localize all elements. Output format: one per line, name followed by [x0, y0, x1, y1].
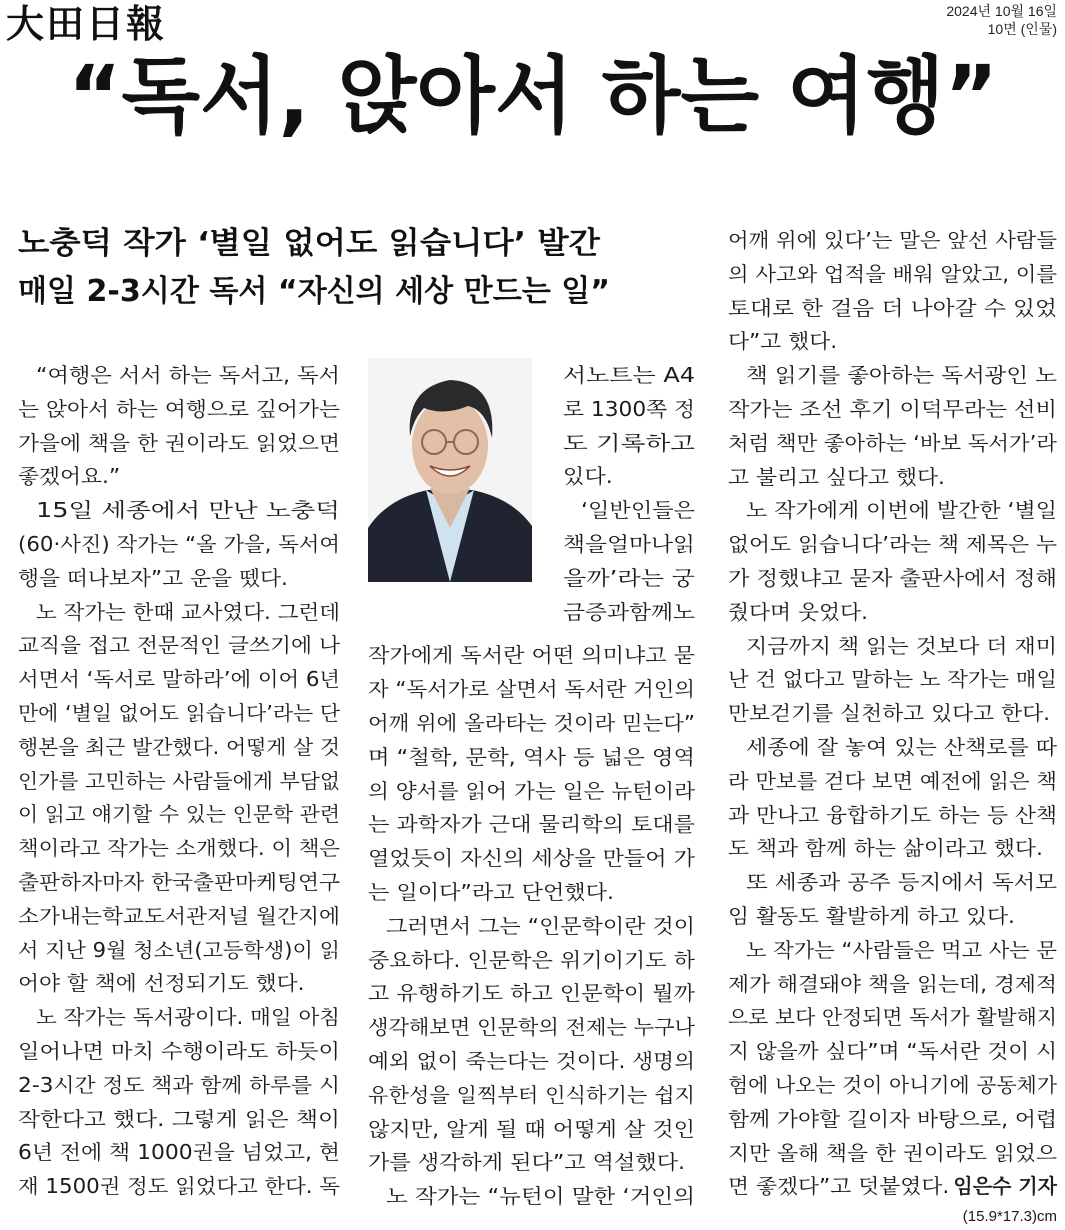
article-line-text: 도 기록하고 [563, 430, 695, 455]
article-line-text: 없어도 읽습니다’라는 책 제목은 누 [728, 532, 1057, 557]
article-line [18, 831, 340, 865]
article-line-text: 금증과함께노 [563, 599, 695, 624]
article-line [563, 561, 695, 595]
article-line [386, 1179, 695, 1213]
article-line-text: 는 과학자가 근대 물리학의 토대를 [368, 812, 695, 837]
article-line [18, 764, 340, 798]
article-line [728, 223, 1057, 257]
article-line-text: 예외 없이 죽는다는 것이다. 생명의 [368, 1049, 695, 1073]
article-line-text: 고 불리고 싶다고 했다. [728, 464, 945, 489]
article-line-text: 노 작가에게 이번에 발간한 ‘별일 [746, 498, 1057, 523]
article-line [728, 1034, 1057, 1068]
article-line [728, 1136, 1057, 1170]
article-line-text: “여행은 서서 하는 독서고, 독서 [36, 363, 340, 387]
article-line [18, 628, 340, 662]
article-line-text: 의 사고와 업적을 배워 알았고, 이를 [728, 261, 1057, 286]
author-photo [368, 358, 532, 582]
article-line-text: 의 양서를 읽어 가는 일은 뉴턴이라 [368, 778, 695, 803]
article-line-text: 이 읽고 얘기할 수 있는 인문학 관련 [18, 802, 340, 827]
article-line-text: 가 정했냐고 묻자 출판사에서 정해 [728, 566, 1057, 590]
article-line-text: 어깨 위에 올라타는 것이라 믿는다” [368, 711, 695, 735]
article-line [368, 1044, 695, 1078]
article-line-text: 처럼 책만 좋아하는 ‘바보 독서가’라 [728, 430, 1057, 455]
article-line-text: 로 1300쪽 정 [563, 396, 695, 421]
article-line [728, 426, 1057, 460]
article-line [368, 1145, 686, 1179]
article-line-text: 책 읽기를 좋아하는 독서광인 노 [746, 363, 1057, 388]
article-line [728, 662, 1057, 696]
article-line [581, 493, 695, 527]
article-line-text: 어깨 위에 있다’는 말은 앞선 사람들 [728, 228, 1057, 252]
article-line-text: 험에 나오는 것이 아니기에 공동체가 [728, 1073, 1057, 1097]
article-line [18, 865, 340, 899]
article-line [728, 764, 1057, 798]
article-line [18, 662, 341, 696]
article-line [746, 358, 1057, 392]
article-line-text: 과 만나고 융합하기도 하는 등 산책 [728, 802, 1057, 827]
article-line [18, 426, 340, 460]
article-line-text: 제가 해결돼야 책을 읽는데, 경제적 [728, 971, 1057, 996]
article-line [728, 1169, 1057, 1203]
article-line [728, 527, 1057, 561]
article-line-text: 노 작가는 “뉴턴이 말한 ‘거인의 [386, 1184, 695, 1209]
article-line-text: 책을얼마나읽 [563, 532, 695, 556]
article-line [563, 527, 695, 561]
article-line-text: 서노트는 A4 [563, 363, 695, 387]
article-line-text: 어야 할 책에 선정되기도 했다. [18, 971, 305, 996]
article-line-text: 그러면서 그는 “인문학이란 것이 [386, 913, 695, 938]
article-line-text: (60·사진) 작가는 “올 가을, 독서여 [18, 532, 340, 556]
article-line [368, 672, 695, 706]
subheadline-2: 매일 2-3시간 독서 “자신의 세상 만드는 일” [18, 274, 610, 309]
article-line [368, 943, 695, 977]
article-line [728, 595, 869, 629]
article-line-text: 라 만보를 걷다 보면 예전에 읽은 책 [728, 768, 1057, 793]
article-line [368, 706, 695, 740]
article-line-text: 으로 보다 안정되면 독서가 활발해지 [728, 1005, 1057, 1030]
article-line-text: 중요하다. 인문학은 위기이기도 하 [368, 947, 695, 972]
article-line-text: 열었듯이 자신의 세상을 만들어 가 [368, 846, 695, 871]
article-line [18, 1169, 340, 1203]
article-line [728, 392, 1057, 426]
article-line-text: 작가에게 독서란 어떤 의미냐고 묻 [368, 643, 695, 668]
article-line [18, 392, 340, 426]
article-line [368, 1078, 695, 1112]
article-line-text: 함께 가야할 길이자 바탕으로, 어렵 [728, 1106, 1057, 1131]
article-line [18, 1034, 340, 1068]
article-line [18, 459, 121, 493]
article-line [728, 696, 1051, 730]
article-line-text: 6년 전에 책 1000권을 넘었고, 현 [18, 1140, 340, 1165]
article-line [36, 595, 340, 629]
article-line-text: 면 좋겠다”고 덧붙였다. [728, 1174, 950, 1199]
article-line [18, 966, 305, 1000]
article-line-text: 서 지난 9월 청소년(고등학생)이 읽 [18, 937, 340, 962]
newspaper-logo: 大田日報 [6, 1, 167, 46]
article-line-text: 지금까지 책 읽는 것보다 더 재미 [746, 633, 1057, 658]
article-line-text: 가을에 책을 한 권이라도 읽었으면 [18, 430, 340, 455]
article-line-text: 자 “독서가로 살면서 독서란 거인의 [368, 677, 695, 702]
article-line [368, 1112, 695, 1146]
article-line [728, 324, 838, 358]
article-line [368, 841, 695, 875]
article-line [746, 629, 1057, 663]
article-line [563, 426, 695, 460]
article-line [368, 774, 695, 808]
issue-date: 2024년 10월 16일 [946, 3, 1057, 19]
article-line-text: 15일 세종에서 만난 노충덕 [36, 498, 340, 523]
article-line-text: 다”고 했다. [728, 329, 838, 354]
article-line-text: 행본을 최근 발간했다. 어떻게 살 것 [18, 734, 340, 759]
article-line-text: 소가내는학교도서관저널 월간지에 [18, 903, 340, 928]
issue-info [946, 2, 1057, 38]
article-line [563, 595, 695, 629]
article-line [746, 493, 1057, 527]
article-size: (15.9*17.3)cm [962, 1208, 1057, 1225]
article-line-text: ‘일반인들은 [581, 498, 695, 523]
article-line [18, 1068, 340, 1102]
article-line [36, 1000, 340, 1034]
article-line [18, 730, 340, 764]
article-line-text: 있다. [563, 464, 613, 489]
article-line [746, 730, 1057, 764]
article-line-text: 을까’라는 궁 [563, 565, 695, 590]
article-line-text: 만보걷기를 실천하고 있다고 한다. [728, 701, 1051, 726]
article-line-text: 않지만, 알게 될 때 어떻게 살 것인 [368, 1116, 695, 1141]
article-line-text: 세종에 잘 놓여 있는 산책로를 따 [746, 735, 1057, 759]
article-line [36, 358, 340, 392]
article-line-text: 2-3시간 정도 책과 함께 하루를 시 [18, 1072, 340, 1097]
article-line-text: 노 작가는 독서광이다. 매일 아침 [36, 1005, 340, 1030]
article-line-text: 좋겠어요.” [18, 464, 121, 489]
article-line-text: 가를 생각하게 된다”고 역설했다. [368, 1150, 686, 1175]
article-line-text: 만에 ‘별일 없어도 읽습니다’라는 단 [18, 701, 340, 725]
article-line [563, 392, 695, 426]
article-line [18, 1102, 340, 1136]
article-line [368, 1010, 695, 1044]
article-line-text: 서면서 ‘독서로 말하라’에 이어 6년 [18, 667, 341, 692]
article-line [728, 460, 945, 494]
article-line [563, 358, 695, 392]
article-line-text: 지 않을까 싶다”며 “독서란 것이 시 [728, 1039, 1057, 1064]
article-line [728, 798, 1057, 832]
article-line-text: 임 활동도 활발하게 하고 있다. [728, 904, 1015, 928]
article-line-text: 난 건 없다고 말하는 노 작가는 매일 [728, 667, 1057, 692]
article-line [18, 899, 340, 933]
article-line-text: 지만 올해 책을 한 권이라도 읽었으 [728, 1140, 1057, 1165]
article-line [36, 493, 340, 527]
article-line-text: 책이라고 작가는 소개했다. 이 책은 [18, 836, 340, 861]
article-line-text: 행을 떠나보자”고 운을 뗐다. [18, 565, 288, 590]
article-line [386, 909, 695, 943]
article-line-text: 노 작가는 “사람들은 먹고 사는 문 [746, 937, 1057, 962]
article-line-text: 유한성을 일찍부터 인식하기는 쉽지 [368, 1082, 695, 1107]
article-line-text: 는 앉아서 하는 여행으로 깊어가는 [18, 396, 340, 421]
article-line-text: 며 “철학, 문학, 역사 등 넓은 영역 [368, 744, 695, 769]
article-line [746, 933, 1057, 967]
article-line [368, 638, 695, 672]
article-line [18, 561, 288, 595]
article-line-text: 또 세종과 공주 등지에서 독서모 [746, 870, 1057, 895]
article-line [18, 1135, 340, 1169]
article-line-text: 작가는 조선 후기 이덕무라는 선비 [728, 397, 1057, 421]
article-line-text: 는 일이다”라고 단언했다. [368, 880, 615, 904]
article-line-text: 출판하자마자 한국출판마케팅연구 [18, 870, 340, 894]
article-line [368, 976, 695, 1010]
article-line [728, 561, 1057, 595]
article-line-text: 인가를 고민하는 사람들에게 부담없 [18, 768, 340, 793]
byline: 임은수 기자 [953, 1174, 1057, 1199]
article-line-text: 노 작가는 한때 교사였다. 그런데 [36, 599, 340, 624]
article-line [18, 933, 340, 967]
article-line-text: 고 유행하기도 하고 인문학이 뭘까 [368, 981, 695, 1006]
article-line [368, 875, 615, 909]
article-line-text: 도 책과 함께 하는 삶이라고 했다. [728, 836, 1043, 861]
page-section: 10면 (인물) [987, 21, 1057, 37]
article-line [368, 807, 695, 841]
article-line [18, 527, 340, 561]
subheadline-1: 노충덕 작가 ‘별일 없어도 읽습니다’ 발간 [18, 226, 600, 261]
article-line-text: 재 1500권 정도 읽었다고 한다. 독 [18, 1174, 340, 1199]
article-line-text: 생각해보면 인문학의 전제는 누구나 [368, 1015, 695, 1040]
article-line-text: 작한다고 했다. 그렇게 읽은 책이 [18, 1106, 340, 1131]
article-line [368, 740, 695, 774]
headline: “독서, 앉아서 하는 여행” [68, 47, 998, 145]
article-line-text: 토대로 한 걸음 더 나아갈 수 있었 [728, 295, 1057, 320]
article-line [18, 696, 340, 730]
article-line [728, 899, 1015, 933]
article-line [728, 967, 1057, 1001]
article-line [563, 459, 613, 493]
article-line [728, 1102, 1057, 1136]
article-line [728, 1000, 1057, 1034]
article-line-text: 줬다며 웃었다. [728, 599, 869, 624]
article-line [18, 797, 340, 831]
article-line [728, 257, 1057, 291]
article-line [728, 291, 1057, 325]
article-line [728, 1068, 1057, 1102]
article-line-text: 교직을 접고 전문적인 글쓰기에 나 [18, 633, 340, 658]
article-line [728, 831, 1043, 865]
article-line-text: 일어나면 마치 수행이라도 하듯이 [18, 1039, 340, 1063]
article-line [746, 865, 1057, 899]
